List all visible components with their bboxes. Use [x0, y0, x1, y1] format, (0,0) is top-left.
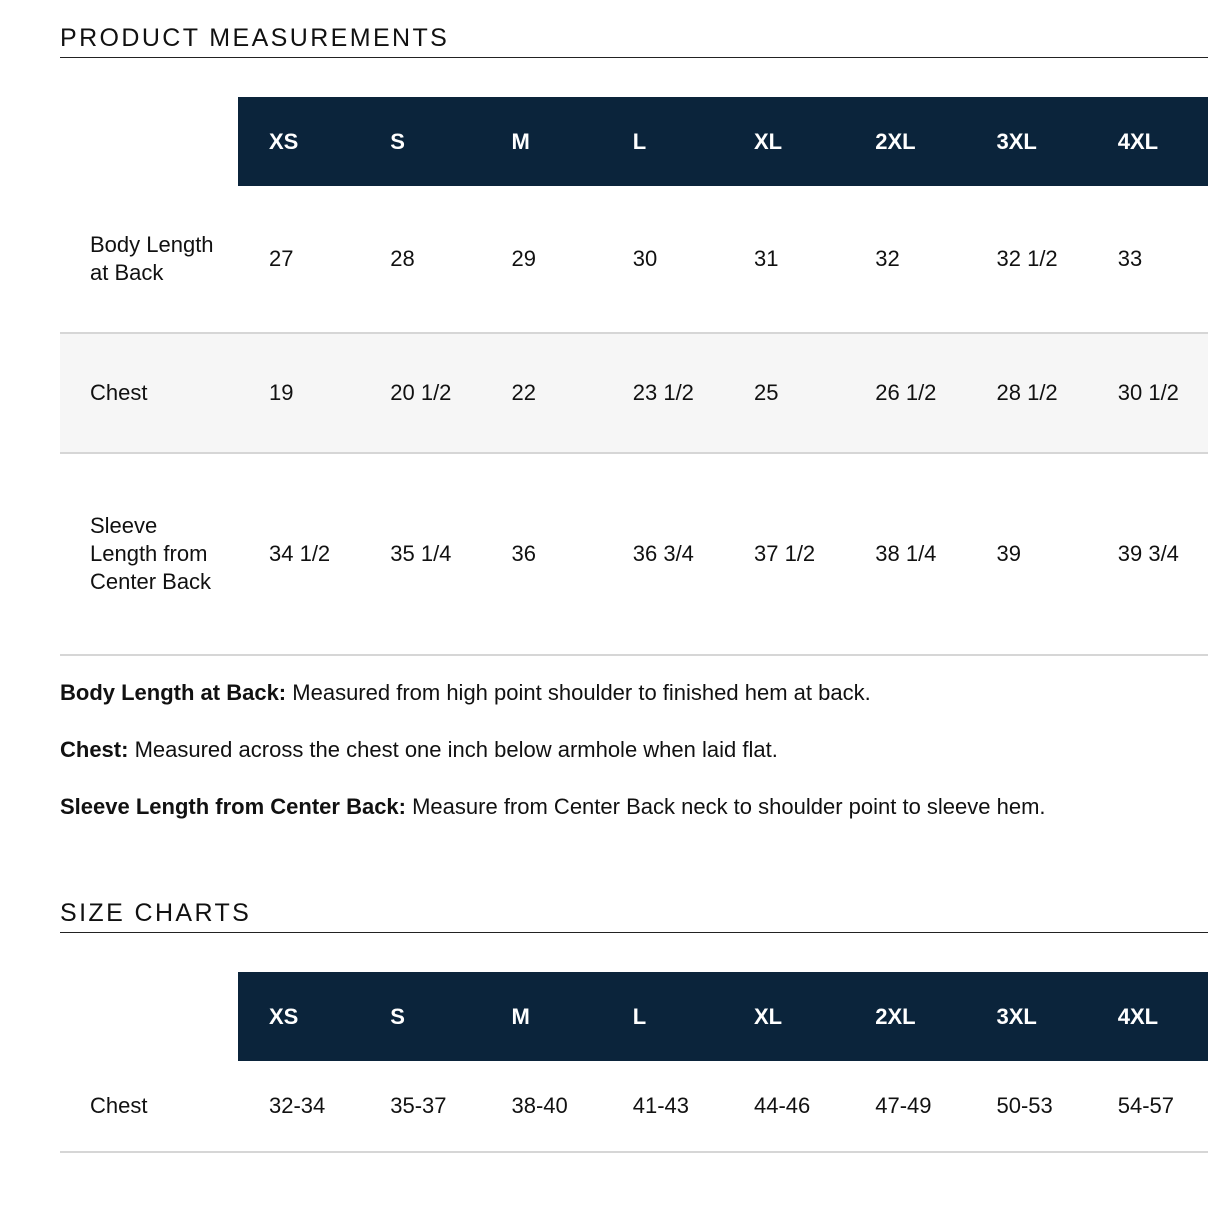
size-header-s: S [359, 97, 480, 186]
definition-sleeve-length [60, 792, 1208, 821]
definition-term: Sleeve Length from Center Back: [60, 794, 406, 819]
definition-chest [60, 735, 1208, 764]
measurements-divider [60, 57, 1208, 58]
table-cell: 29 [481, 186, 602, 333]
table-cell: 38-40 [481, 1061, 602, 1152]
size-charts-header-row [60, 972, 1208, 1061]
size-header-xs: XS [238, 972, 359, 1061]
table-row-body-length [60, 186, 1208, 333]
table-cell: 44-46 [723, 1061, 844, 1152]
size-charts-title: SIZE CHARTS [60, 899, 252, 927]
size-header-4xl: 4XL [1087, 972, 1208, 1061]
size-header-m: M [481, 97, 602, 186]
table-cell: 54-57 [1087, 1061, 1208, 1152]
definition-text: Measured from high point shoulder to finished hem at back. [292, 680, 871, 705]
table-cell: 31 [723, 186, 844, 333]
table-row-chest-range [60, 1061, 1208, 1152]
table-cell: 32 1/2 [966, 186, 1087, 333]
row-label: Chest [60, 333, 238, 453]
measurement-definitions [60, 678, 1208, 849]
table-cell: 30 1/2 [1087, 333, 1208, 453]
table-cell: 36 3/4 [602, 453, 723, 655]
table-cell: 22 [481, 333, 602, 453]
definition-text: Measure from Center Back neck to shoulder point to sleeve hem. [412, 794, 1046, 819]
size-header-l: L [602, 972, 723, 1061]
size-charts-table [60, 972, 1208, 1153]
table-cell: 23 1/2 [602, 333, 723, 453]
table-row-chest [60, 333, 1208, 453]
definition-text: Measured across the chest one inch below armhole when laid flat. [134, 737, 778, 762]
size-header-3xl: 3XL [966, 97, 1087, 186]
table-cell: 28 [359, 186, 480, 333]
table-cell: 27 [238, 186, 359, 333]
row-label: Sleeve Length from Center Back [60, 453, 238, 655]
table-cell: 30 [602, 186, 723, 333]
size-header-3xl: 3XL [966, 972, 1087, 1061]
definition-term: Body Length at Back: [60, 680, 287, 705]
size-header-l: L [602, 97, 723, 186]
table-cell: 39 [966, 453, 1087, 655]
measurements-title: PRODUCT MEASUREMENTS [60, 24, 450, 52]
definition-body-length [60, 678, 1208, 707]
size-header-2xl: 2XL [844, 972, 965, 1061]
header-blank-cell [60, 97, 238, 186]
header-blank-cell [60, 972, 238, 1061]
table-cell: 35-37 [359, 1061, 480, 1152]
measurements-table [60, 97, 1208, 656]
definition-term: Chest: [60, 737, 129, 762]
table-cell: 35 1/4 [359, 453, 480, 655]
size-header-4xl: 4XL [1087, 97, 1208, 186]
size-header-s: S [359, 972, 480, 1061]
table-cell: 19 [238, 333, 359, 453]
table-cell: 25 [723, 333, 844, 453]
table-cell: 28 1/2 [966, 333, 1087, 453]
table-cell: 47-49 [844, 1061, 965, 1152]
table-cell: 32-34 [238, 1061, 359, 1152]
table-cell: 32 [844, 186, 965, 333]
table-cell: 38 1/4 [844, 453, 965, 655]
table-row-sleeve-length [60, 453, 1208, 655]
table-cell: 37 1/2 [723, 453, 844, 655]
table-cell: 36 [481, 453, 602, 655]
table-cell: 41-43 [602, 1061, 723, 1152]
size-header-xs: XS [238, 97, 359, 186]
table-cell: 33 [1087, 186, 1208, 333]
size-header-2xl: 2XL [844, 97, 965, 186]
row-label: Body Length at Back [60, 186, 238, 333]
row-label: Chest [60, 1061, 238, 1152]
size-header-xl: XL [723, 97, 844, 186]
table-cell: 39 3/4 [1087, 453, 1208, 655]
table-cell: 34 1/2 [238, 453, 359, 655]
measurements-header-row [60, 97, 1208, 186]
size-charts-divider [60, 932, 1208, 933]
table-cell: 20 1/2 [359, 333, 480, 453]
table-cell: 50-53 [966, 1061, 1087, 1152]
size-header-xl: XL [723, 972, 844, 1061]
table-cell: 26 1/2 [844, 333, 965, 453]
size-header-m: M [481, 972, 602, 1061]
